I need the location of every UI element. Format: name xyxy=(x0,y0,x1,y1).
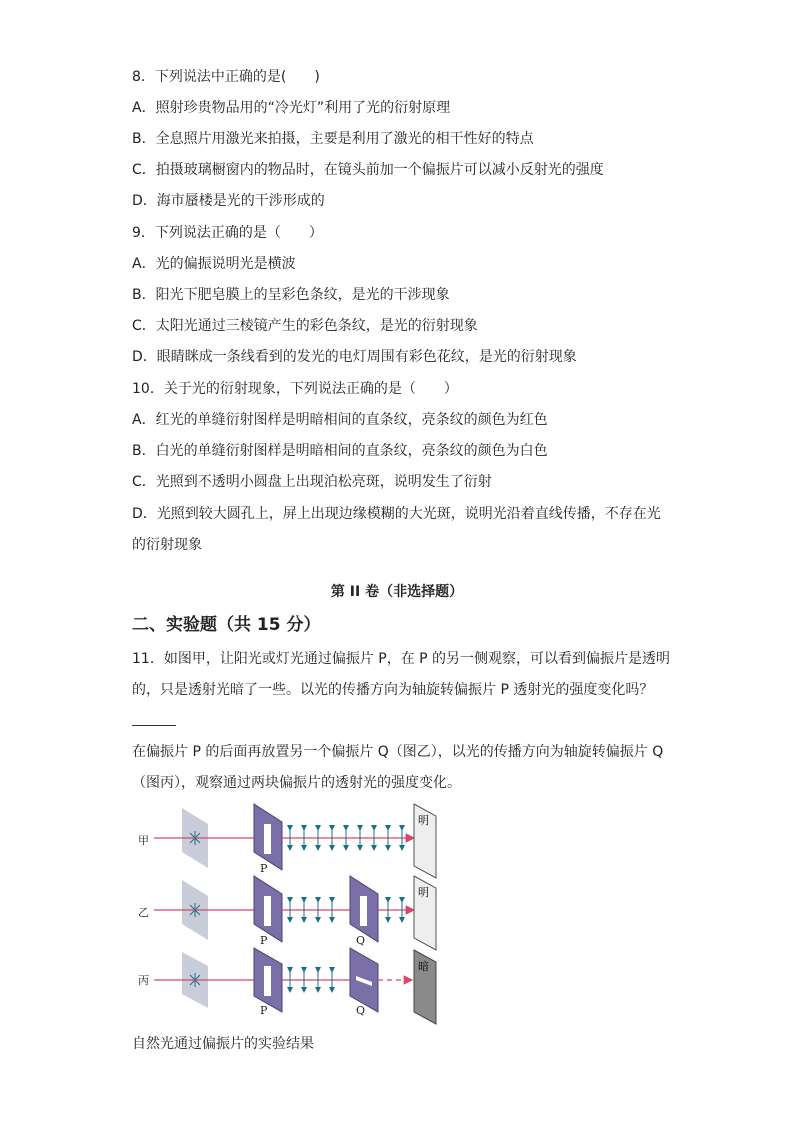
answer-blank xyxy=(132,725,176,726)
screen-label-bright: 明 xyxy=(418,814,429,827)
polarizer-slit xyxy=(264,966,271,996)
q8-option-c: C．拍摄玻璃橱窗内的物品时，在镜头前加一个偏振片可以减小反射光的强度 xyxy=(132,162,604,178)
part-title: 第 II 卷（非选择题） xyxy=(330,584,464,600)
q8-stem: 8．下列说法中正确的是( ) xyxy=(132,69,320,85)
q8-option-b: B．全息照片用激光来拍摄，主要是利用了激光的相干性好的特点 xyxy=(132,131,534,147)
q9-option-d: D．眼睛眯成一条线看到的发光的电灯周围有彩色花纹，是光的衍射现象 xyxy=(132,349,577,365)
q11-line1: 11．如图甲，让阳光或灯光通过偏振片 P，在 P 的另一侧观察，可以看到偏振片是透明 xyxy=(132,651,671,667)
section-heading: 二、实验题（共 15 分） xyxy=(132,615,321,635)
q10-option-c: C．光照到不透明小圆盘上出现泊松亮斑，说明发生了衍射 xyxy=(132,474,492,490)
q9-option-b: B．阳光下肥皂膜上的呈彩色条纹，是光的干涉现象 xyxy=(132,287,450,303)
polarizer-p-label: P xyxy=(260,862,268,875)
q11-line2: 的，只是透射光暗了一些。以光的传播方向为轴旋转偏振片 P 透射光的强度变化吗？ xyxy=(132,682,654,698)
q9-option-a: A．光的偏振说明光是横波 xyxy=(132,256,296,272)
q8-option-a: A．照射珍贵物品用的“冷光灯”利用了光的衍射原理 xyxy=(132,100,451,116)
q10-option-d-line2: 的衍射现象 xyxy=(132,537,202,553)
q11-line3: 在偏振片 P 的后面再放置另一个偏振片 Q（图乙），以光的传播方向为轴旋转偏振片 Q xyxy=(132,744,664,760)
row-label-jia: 甲 xyxy=(138,834,149,847)
figure-caption: 自然光通过偏振片的实验结果 xyxy=(132,1036,314,1052)
polarizer-slit xyxy=(264,896,271,926)
q10-option-d-line1: D．光照到较大圆孔上，屏上出现边缘模糊的大光斑，说明光沿着直线传播，不存在光 xyxy=(132,506,661,522)
q10-stem: 10．关于光的衍射现象，下列说法正确的是（ ） xyxy=(132,381,458,397)
polarizer-p-label: P xyxy=(260,1004,268,1017)
row-label-yi: 乙 xyxy=(138,906,149,919)
q8-option-d: D．海市蜃楼是光的干涉形成的 xyxy=(132,193,325,209)
q9-stem: 9．下列说法正确的是（ ） xyxy=(132,225,323,241)
q10-option-a: A．红光的单缝衍射图样是明暗相间的直条纹，亮条纹的颜色为红色 xyxy=(132,412,548,428)
polarization-figure xyxy=(132,796,452,1028)
q10-option-b: B．白光的单缝衍射图样是明暗相间的直条纹，亮条纹的颜色为白色 xyxy=(132,443,548,459)
polarizer-slit xyxy=(264,824,271,854)
row-label-bing: 丙 xyxy=(138,974,149,987)
screen-label-dark: 暗 xyxy=(418,960,429,973)
row-bing xyxy=(138,948,436,1024)
polarizer-q-label: Q xyxy=(356,934,366,947)
row-yi xyxy=(138,876,436,950)
polarizer-p-label: P xyxy=(260,934,268,947)
polarizer-slit xyxy=(360,896,367,926)
polarizer-q-label: Q xyxy=(356,1004,366,1017)
row-jia xyxy=(138,804,436,878)
screen-label-bright: 明 xyxy=(418,886,429,899)
q9-option-c: C．太阳光通过三棱镜产生的彩色条纹，是光的衍射现象 xyxy=(132,318,478,334)
q11-line4: （图丙），观察通过两块偏振片的透射光的强度变化。 xyxy=(132,775,461,791)
